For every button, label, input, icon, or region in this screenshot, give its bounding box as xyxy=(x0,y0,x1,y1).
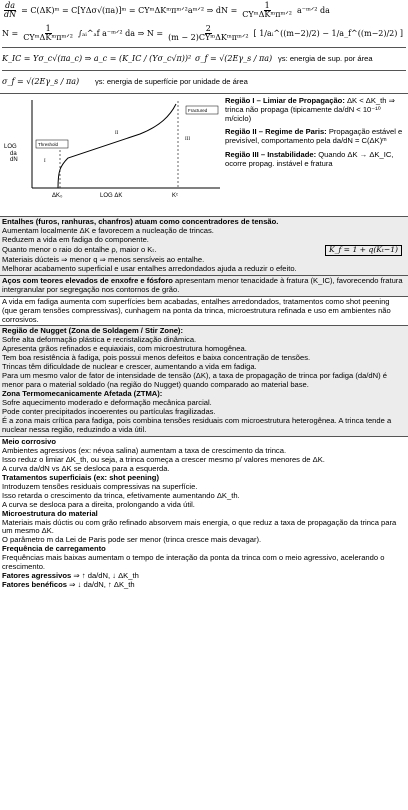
treatment-line-3: A curva se desloca para a direita, prolongando a vida útil. xyxy=(2,499,195,509)
aggressive-factors: Fatores agressivos ⇒ ↑ da/dN, ↓ ΔK_th xyxy=(2,571,139,581)
fatigue-life-section: A vida em fadiga aumenta com superfícies bem acabadas, entalhes arredondados, tratamentos como shot peening (que geram tensões compressivas), cunhagem na ponta da trinca, microestrutura refinada e uso em ambientes não corrosivos. xyxy=(0,296,408,326)
graph-xlabel: LOG ΔK xyxy=(100,193,123,199)
microstructure-title: Microestrutura do material xyxy=(2,508,98,518)
critical-crack-equation: K_IC = Yσ_c√(πa_c) ⇒ a_c = (K_IC / (Yσ_c√π))² σ_f = √(2Eγ_s / πa) γs: energia de sup. por área xyxy=(2,47,406,70)
nugget-line-2: Apresenta grãos refinados e equiaxiais, com microestrutura homogênea. xyxy=(2,344,247,354)
nugget-line-4: Trincas têm dificuldade de nuclear e crescer, aumentando a vida em fadiga. xyxy=(2,362,257,372)
region-2-text: Região II – Regime de Paris: Propagação estável e previsível, comportamento pela da/dN = C(ΔK)ᵐ xyxy=(225,127,403,146)
nugget-title: Região de Nugget (Zona de Soldagem / Stir Zone): xyxy=(2,326,183,336)
corrosion-title: Meio corrosivo xyxy=(2,436,57,446)
cycles-integral-equation: N = $\frac{1}{\text{CYᵐΔKᵐπᵐᐟ²}}$ ∫ₐᵢ^ₐf a⁻ᵐᐟ² da ⇒ N = $\frac{2}{\text{(m − 2)CYᵐΔKᵐπᵐᐟ²}}$ [ 1/aᵢ^((m−2)/2) − 1/a_f^((m−2)/2) ] xyxy=(2,24,404,43)
region-1-text: Região I – Limiar de Propagação: ΔK < ΔK_th ⇒ trinca não propaga (tipicamente da/dN < 10⁻¹⁰ m/ciclo) xyxy=(225,96,395,124)
steel-text: apresentam menor tenacidade à fratura (K_IC), favorecendo fratura intergranular por segregação nos contornos de grão. xyxy=(2,275,403,294)
beneficial-factors: Fatores benéficos ⇒ ↓ da/dN, ↑ ΔK_th xyxy=(2,580,135,590)
steel-section xyxy=(0,275,408,296)
corrosion-line-3: A curva da/dN vs ΔK se desloca para a esquerda. xyxy=(2,463,170,473)
notch-section xyxy=(0,216,408,275)
ztma-title: Zona Termomecanicamente Afetada (ZTMA): xyxy=(2,389,163,399)
nugget-line-1: Sofre alta deformação plástica e recristalização dinâmica. xyxy=(2,335,197,345)
formula-block xyxy=(0,0,408,93)
graph-ylabel-log: LOG xyxy=(4,144,17,150)
nugget-line-5: Para um mesmo valor de fator de intensidade de tensão (ΔK), a taxa de propagação de trinca por fadiga (da/dN) é menor para o material soldado (na região do Nugget) quando comparado ao material base. xyxy=(2,371,387,390)
griffith-equation: σ_f = √(2Eγ_s / πa) γs: energia de superfície por unidade de área xyxy=(2,70,406,93)
paris-law-equation: $\frac{da}{dN}$ = C(ΔK)ᵐ = C[YΔσ√(πa)]ᵐ = CYᵐΔKᵐπᵐᐟ²aᵐᐟ² ⇒ dN = $\frac{1}{\text{CYᵐΔKᵐπᵐᐟ²}}$ a⁻ᵐᐟ² da xyxy=(4,1,330,20)
region-label-1: I xyxy=(44,159,46,164)
microstructure-line-2: O parâmetro m da Lei de Paris pode ser menor (trinca cresce mais devagar). xyxy=(2,535,262,545)
fracture-label: Fractured xyxy=(188,108,208,113)
tick-kc: Kᶜ xyxy=(172,193,179,199)
notch-line-2: Reduzem a vida em fadiga do componente. xyxy=(2,235,149,244)
graph-ylabel-dn: dN xyxy=(10,157,18,163)
microstructure-line-1: Materiais mais dúctis ou com grão refinado absorvem mais energia, o que reduz a taxa de propagação da trinca para um mesmo ΔK. xyxy=(2,517,397,536)
notch-line-1: Aumentam localmente ΔK e favorecem a nucleação de trincas. xyxy=(2,226,214,235)
region-label-3: III xyxy=(185,137,190,142)
nugget-section xyxy=(0,325,408,435)
notch-line-3-row xyxy=(2,245,406,256)
region-label-2: II xyxy=(115,131,119,136)
treatment-line-2: Isso retarda o crescimento da trinca, efetivamente aumentando ΔK_th. xyxy=(2,490,240,500)
nugget-line-3: Tem boa resistência à fadiga, pois possui menos defeitos e baixa concentração de tensões. xyxy=(2,353,311,363)
graph-ylabel-da: da xyxy=(10,151,17,157)
ztma-line-3: É a zona mais crítica para fadiga, pois combina tensões residuais com microestrutura heterogênea. A trinca tende a nuclear nessa região, reduzindo a vida útil. xyxy=(2,416,392,434)
notch-line-5: Melhorar acabamento superficial e usar entalhes arredondados ajuda a reduzir o efeito. xyxy=(2,264,297,273)
notch-title: Entalhes (furos, ranhuras, chanfros) atuam como concentradores de tensão. xyxy=(2,218,279,226)
factors-section xyxy=(0,436,408,591)
threshold-label: Threshold xyxy=(38,142,59,147)
crack-growth-curve-figure xyxy=(0,96,225,203)
tick-delta-k0: ΔK₀ xyxy=(52,193,63,199)
ztma-line-1: Sofre aquecimento moderado e deformação mecânica parcial. xyxy=(2,398,212,408)
notch-formula: K_f = 1 + q(Kₜ−1) xyxy=(325,245,402,256)
region-3-text: Região III – Instabilidade: Quando ΔK → ΔK_IC, ocorre propag. instável e fratura xyxy=(225,149,394,168)
treatment-line-1: Introduzem tensões residuais compressivas na superfície. xyxy=(2,481,198,491)
frequency-line-1: Frequências mais baixas aumentam o tempo de interação da ponta da trinca com o meio agressivo, acelerando o crescimento. xyxy=(2,553,385,572)
notch-line-4: Materiais dúcteis ⇒ menor q ⇒ menos sensíveis ao entalhe. xyxy=(2,255,205,264)
frequency-title: Frequência de carregamento xyxy=(2,544,106,554)
regions-description xyxy=(225,96,405,216)
corrosion-line-2: Isso reduz o limiar ΔK_th, ou seja, a trinca começa a crescer mesmo p/ valores menores de ΔK. xyxy=(2,454,325,464)
corrosion-line-1: Ambientes agressivos (ex: névoa salina) aumentam a taxa de crescimento da trinca. xyxy=(2,445,287,455)
crack-growth-curve xyxy=(58,104,176,188)
steel-title: Aços com teores elevados de enxofre e fósforo xyxy=(2,275,173,285)
treatment-title: Tratamentos superficiais (ex: shot peening) xyxy=(2,472,159,482)
crack-growth-section xyxy=(0,93,408,216)
notch-line-3: Quanto menor o raio do entalhe ρ, maior o Kₜ. xyxy=(2,244,157,254)
ztma-line-2: Pode conter precipitados incoerentes ou partículas fragilizadas. xyxy=(2,407,216,417)
